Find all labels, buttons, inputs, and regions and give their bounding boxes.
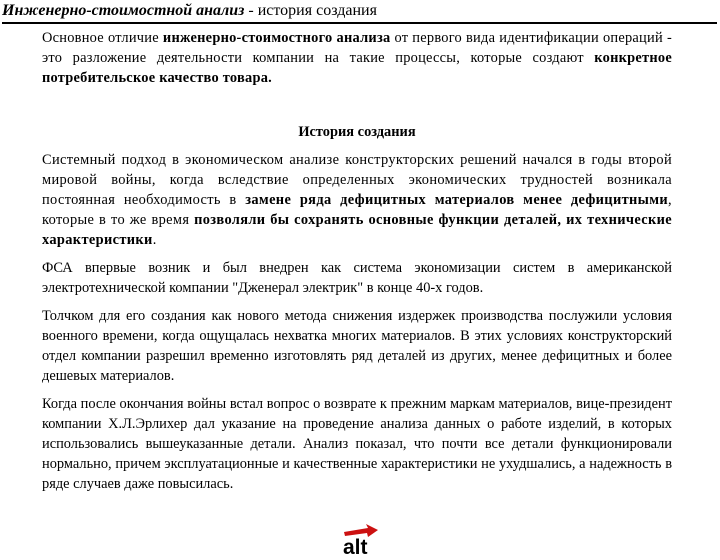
system-text-1: Системный подход в экономическом анализе конструкторских решений начался в годы второй мировой войны, когда вследствие определенных экономических трудностей возникала постоянная необходимость в — [42, 152, 672, 208]
header-divider — [2, 22, 717, 24]
intro-text-2: от первого вида идентификации операций - это разложение деятельности компании на такие процессы, которые создают — [42, 30, 672, 66]
system-bold-2: позволяли бы сохранять основные функции деталей, их технические характеристики — [42, 212, 672, 248]
document-body — [42, 28, 672, 494]
logo-text: alt — [343, 536, 368, 555]
intro-bold-term: инженерно-стоимостного анализа — [162, 30, 391, 46]
system-text-3: . — [152, 232, 157, 248]
system-approach-paragraph — [42, 150, 672, 250]
header-title-bold: Инженерно-стоимостной анализ — [2, 2, 245, 19]
header-title-rest: - история создания — [244, 2, 377, 19]
alt-logo — [340, 522, 380, 555]
section-title: История создания — [298, 124, 416, 140]
intro-bold-quality: конкретное потребительское качество товара. — [42, 50, 672, 86]
intro-text-1: Основное отличие — [42, 30, 163, 46]
system-bold-1: замене ряда дефицитных материалов менее дефицитными — [245, 192, 669, 208]
page-header — [2, 2, 717, 20]
system-text-2: , которые в то же время — [42, 192, 672, 228]
fsa-paragraph: ФСА впервые возник и был внедрен как система экономизации систем в американской электротехнической компании "Дженерал электрик" в конце 40-х годов. — [42, 260, 672, 296]
alt-logo-graphic — [340, 522, 380, 555]
postwar-paragraph: Когда после окончания войны встал вопрос о возврате к прежним маркам материалов, вице-президент компании Х.Л.Эрлихер дал указание на проведение анализа данных о работе изделий, в которых использовались вышеуказанные детали. Анализ показал, что почти все детали функционировали нормально, причем эксплуатационные и качественные характеристики не ухудшались, а надежность в ряде случаев даже повысилась. — [42, 396, 672, 492]
impulse-paragraph: Толчком для его создания как нового метода снижения издержек производства послужили условия военного времени, когда ощущалась нехватка многих материалов. В этих условиях конструкторский отдел компании разрешил временно изготовлять ряд деталей из других, менее дефицитных и более дешевых материалов. — [42, 308, 672, 384]
intro-paragraph — [42, 28, 672, 88]
